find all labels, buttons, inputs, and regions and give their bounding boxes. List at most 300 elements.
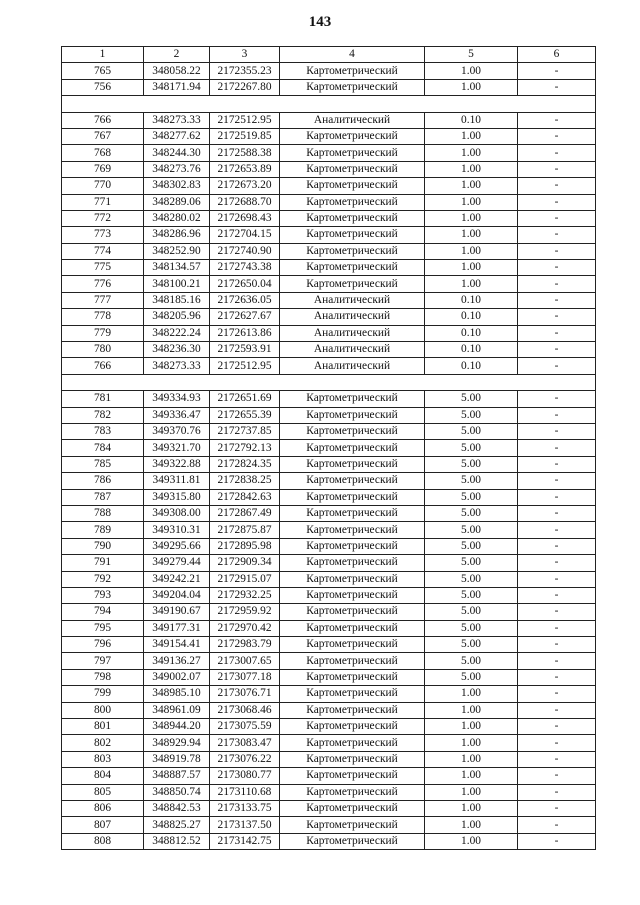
description-cell: - xyxy=(518,735,596,751)
y-coordinate-cell: 2172698.43 xyxy=(210,210,280,226)
table-row xyxy=(62,243,596,259)
table-row xyxy=(62,473,596,489)
point-number-cell: 790 xyxy=(62,538,144,554)
x-coordinate-cell: 348277.62 xyxy=(144,128,210,144)
description-cell: - xyxy=(518,686,596,702)
point-number-cell: 772 xyxy=(62,210,144,226)
point-number-cell: 775 xyxy=(62,260,144,276)
x-coordinate-cell: 348280.02 xyxy=(144,210,210,226)
point-number-cell: 794 xyxy=(62,604,144,620)
description-cell: - xyxy=(518,719,596,735)
method-cell: Картометрический xyxy=(280,587,425,603)
table-row xyxy=(62,325,596,341)
description-cell: - xyxy=(518,358,596,374)
accuracy-cell: 5.00 xyxy=(425,407,518,423)
accuracy-cell: 1.00 xyxy=(425,719,518,735)
description-cell: - xyxy=(518,161,596,177)
description-cell: - xyxy=(518,620,596,636)
y-coordinate-cell: 2173076.22 xyxy=(210,751,280,767)
y-coordinate-cell: 2173075.59 xyxy=(210,719,280,735)
y-coordinate-cell: 2172895.98 xyxy=(210,538,280,554)
accuracy-cell: 5.00 xyxy=(425,440,518,456)
x-coordinate-cell: 348812.52 xyxy=(144,833,210,849)
y-coordinate-cell: 2172970.42 xyxy=(210,620,280,636)
accuracy-cell: 1.00 xyxy=(425,145,518,161)
x-coordinate-cell: 348058.22 xyxy=(144,63,210,79)
table-row xyxy=(62,571,596,587)
x-coordinate-cell: 349310.31 xyxy=(144,522,210,538)
accuracy-cell: 1.00 xyxy=(425,128,518,144)
accuracy-cell: 1.00 xyxy=(425,243,518,259)
accuracy-cell: 1.00 xyxy=(425,784,518,800)
y-coordinate-cell: 2172650.04 xyxy=(210,276,280,292)
x-coordinate-cell: 349311.81 xyxy=(144,473,210,489)
y-coordinate-cell: 2172842.63 xyxy=(210,489,280,505)
accuracy-cell: 0.10 xyxy=(425,325,518,341)
description-cell: - xyxy=(518,784,596,800)
method-cell: Картометрический xyxy=(280,637,425,653)
method-cell: Аналитический xyxy=(280,342,425,358)
point-number-cell: 783 xyxy=(62,423,144,439)
accuracy-cell: 1.00 xyxy=(425,833,518,849)
method-cell: Картометрический xyxy=(280,456,425,472)
x-coordinate-cell: 348171.94 xyxy=(144,79,210,95)
method-cell: Картометрический xyxy=(280,210,425,226)
table-row xyxy=(62,145,596,161)
table-row xyxy=(62,276,596,292)
method-cell: Картометрический xyxy=(280,194,425,210)
header-row xyxy=(62,47,596,63)
point-number-cell: 782 xyxy=(62,407,144,423)
accuracy-cell: 5.00 xyxy=(425,423,518,439)
y-coordinate-cell: 2172512.95 xyxy=(210,112,280,128)
accuracy-cell: 0.10 xyxy=(425,309,518,325)
x-coordinate-cell: 348273.33 xyxy=(144,112,210,128)
accuracy-cell: 1.00 xyxy=(425,751,518,767)
method-cell: Картометрический xyxy=(280,817,425,833)
point-number-cell: 798 xyxy=(62,669,144,685)
description-cell: - xyxy=(518,522,596,538)
y-coordinate-cell: 2172740.90 xyxy=(210,243,280,259)
method-cell: Картометрический xyxy=(280,735,425,751)
accuracy-cell: 0.10 xyxy=(425,292,518,308)
x-coordinate-cell: 348185.16 xyxy=(144,292,210,308)
method-cell: Картометрический xyxy=(280,505,425,521)
table-row xyxy=(62,751,596,767)
x-coordinate-cell: 348842.53 xyxy=(144,800,210,816)
table-row xyxy=(62,817,596,833)
point-number-cell: 801 xyxy=(62,719,144,735)
table-row xyxy=(62,604,596,620)
method-cell: Картометрический xyxy=(280,161,425,177)
method-cell: Картометрический xyxy=(280,243,425,259)
x-coordinate-cell: 349190.67 xyxy=(144,604,210,620)
y-coordinate-cell: 2172512.95 xyxy=(210,358,280,374)
table-row xyxy=(62,784,596,800)
method-cell: Картометрический xyxy=(280,522,425,538)
method-cell: Картометрический xyxy=(280,227,425,243)
x-coordinate-cell: 349154.41 xyxy=(144,637,210,653)
y-coordinate-cell: 2173077.18 xyxy=(210,669,280,685)
y-coordinate-cell: 2172613.86 xyxy=(210,325,280,341)
y-coordinate-cell: 2173076.71 xyxy=(210,686,280,702)
separator-row xyxy=(62,374,596,390)
y-coordinate-cell: 2172909.34 xyxy=(210,555,280,571)
description-cell: - xyxy=(518,423,596,439)
method-cell: Картометрический xyxy=(280,702,425,718)
x-coordinate-cell: 349370.76 xyxy=(144,423,210,439)
method-cell: Аналитический xyxy=(280,112,425,128)
method-cell: Картометрический xyxy=(280,178,425,194)
method-cell: Аналитический xyxy=(280,358,425,374)
table-row xyxy=(62,735,596,751)
accuracy-cell: 5.00 xyxy=(425,473,518,489)
point-number-cell: 779 xyxy=(62,325,144,341)
accuracy-cell: 1.00 xyxy=(425,686,518,702)
y-coordinate-cell: 2172651.69 xyxy=(210,391,280,407)
table-row xyxy=(62,79,596,95)
accuracy-cell: 1.00 xyxy=(425,178,518,194)
method-cell: Картометрический xyxy=(280,669,425,685)
description-cell: - xyxy=(518,79,596,95)
table-row xyxy=(62,555,596,571)
point-number-cell: 805 xyxy=(62,784,144,800)
table-row xyxy=(62,391,596,407)
description-cell: - xyxy=(518,342,596,358)
accuracy-cell: 5.00 xyxy=(425,620,518,636)
method-cell: Картометрический xyxy=(280,407,425,423)
table-row xyxy=(62,719,596,735)
y-coordinate-cell: 2172704.15 xyxy=(210,227,280,243)
method-cell: Картометрический xyxy=(280,145,425,161)
separator-cell xyxy=(62,96,596,112)
y-coordinate-cell: 2172838.25 xyxy=(210,473,280,489)
column-header-1: 1 xyxy=(62,47,144,63)
table-row xyxy=(62,587,596,603)
y-coordinate-cell: 2173142.75 xyxy=(210,833,280,849)
method-cell: Картометрический xyxy=(280,423,425,439)
point-number-cell: 781 xyxy=(62,391,144,407)
accuracy-cell: 1.00 xyxy=(425,63,518,79)
accuracy-cell: 1.00 xyxy=(425,800,518,816)
description-cell: - xyxy=(518,440,596,456)
y-coordinate-cell: 2172593.91 xyxy=(210,342,280,358)
accuracy-cell: 1.00 xyxy=(425,276,518,292)
separator-row xyxy=(62,96,596,112)
method-cell: Картометрический xyxy=(280,79,425,95)
point-number-cell: 785 xyxy=(62,456,144,472)
x-coordinate-cell: 348887.57 xyxy=(144,768,210,784)
description-cell: - xyxy=(518,702,596,718)
x-coordinate-cell: 349279.44 xyxy=(144,555,210,571)
table-body xyxy=(62,63,596,850)
accuracy-cell: 1.00 xyxy=(425,735,518,751)
y-coordinate-cell: 2172519.85 xyxy=(210,128,280,144)
point-number-cell: 774 xyxy=(62,243,144,259)
y-coordinate-cell: 2172655.39 xyxy=(210,407,280,423)
point-number-cell: 778 xyxy=(62,309,144,325)
description-cell: - xyxy=(518,538,596,554)
method-cell: Картометрический xyxy=(280,653,425,669)
point-number-cell: 773 xyxy=(62,227,144,243)
x-coordinate-cell: 348273.76 xyxy=(144,161,210,177)
description-cell: - xyxy=(518,768,596,784)
x-coordinate-cell: 349321.70 xyxy=(144,440,210,456)
table-row xyxy=(62,358,596,374)
description-cell: - xyxy=(518,473,596,489)
point-number-cell: 784 xyxy=(62,440,144,456)
table-row xyxy=(62,833,596,849)
description-cell: - xyxy=(518,227,596,243)
y-coordinate-cell: 2173133.75 xyxy=(210,800,280,816)
description-cell: - xyxy=(518,292,596,308)
accuracy-cell: 0.10 xyxy=(425,358,518,374)
table-row xyxy=(62,800,596,816)
description-cell: - xyxy=(518,128,596,144)
column-header-2: 2 xyxy=(144,47,210,63)
x-coordinate-cell: 348289.06 xyxy=(144,194,210,210)
description-cell: - xyxy=(518,587,596,603)
point-number-cell: 806 xyxy=(62,800,144,816)
x-coordinate-cell: 348134.57 xyxy=(144,260,210,276)
table-row xyxy=(62,292,596,308)
table-row xyxy=(62,194,596,210)
table-row xyxy=(62,489,596,505)
table-row xyxy=(62,210,596,226)
description-cell: - xyxy=(518,63,596,79)
table-row xyxy=(62,128,596,144)
x-coordinate-cell: 349242.21 xyxy=(144,571,210,587)
description-cell: - xyxy=(518,178,596,194)
table-row xyxy=(62,440,596,456)
x-coordinate-cell: 349315.80 xyxy=(144,489,210,505)
x-coordinate-cell: 348222.24 xyxy=(144,325,210,341)
x-coordinate-cell: 349136.27 xyxy=(144,653,210,669)
description-cell: - xyxy=(518,260,596,276)
method-cell: Картометрический xyxy=(280,719,425,735)
description-cell: - xyxy=(518,800,596,816)
accuracy-cell: 5.00 xyxy=(425,391,518,407)
point-number-cell: 791 xyxy=(62,555,144,571)
point-number-cell: 776 xyxy=(62,276,144,292)
x-coordinate-cell: 348244.30 xyxy=(144,145,210,161)
x-coordinate-cell: 348273.33 xyxy=(144,358,210,374)
x-coordinate-cell: 349002.07 xyxy=(144,669,210,685)
table-row xyxy=(62,686,596,702)
description-cell: - xyxy=(518,325,596,341)
x-coordinate-cell: 348961.09 xyxy=(144,702,210,718)
y-coordinate-cell: 2173007.65 xyxy=(210,653,280,669)
description-cell: - xyxy=(518,407,596,423)
description-cell: - xyxy=(518,653,596,669)
point-number-cell: 765 xyxy=(62,63,144,79)
point-number-cell: 766 xyxy=(62,358,144,374)
description-cell: - xyxy=(518,571,596,587)
table-row xyxy=(62,637,596,653)
point-number-cell: 804 xyxy=(62,768,144,784)
point-number-cell: 770 xyxy=(62,178,144,194)
method-cell: Картометрический xyxy=(280,604,425,620)
x-coordinate-cell: 348985.10 xyxy=(144,686,210,702)
table-row xyxy=(62,407,596,423)
x-coordinate-cell: 349308.00 xyxy=(144,505,210,521)
table-row xyxy=(62,112,596,128)
accuracy-cell: 1.00 xyxy=(425,227,518,243)
description-cell: - xyxy=(518,833,596,849)
method-cell: Картометрический xyxy=(280,833,425,849)
point-number-cell: 797 xyxy=(62,653,144,669)
method-cell: Картометрический xyxy=(280,571,425,587)
y-coordinate-cell: 2172824.35 xyxy=(210,456,280,472)
point-number-cell: 793 xyxy=(62,587,144,603)
y-coordinate-cell: 2173137.50 xyxy=(210,817,280,833)
table-row xyxy=(62,227,596,243)
point-number-cell: 807 xyxy=(62,817,144,833)
y-coordinate-cell: 2173083.47 xyxy=(210,735,280,751)
y-coordinate-cell: 2172867.49 xyxy=(210,505,280,521)
accuracy-cell: 5.00 xyxy=(425,538,518,554)
y-coordinate-cell: 2172588.38 xyxy=(210,145,280,161)
point-number-cell: 800 xyxy=(62,702,144,718)
x-coordinate-cell: 348825.27 xyxy=(144,817,210,833)
y-coordinate-cell: 2172959.92 xyxy=(210,604,280,620)
x-coordinate-cell: 348252.90 xyxy=(144,243,210,259)
page-number: 143 xyxy=(308,14,332,30)
y-coordinate-cell: 2172627.67 xyxy=(210,309,280,325)
y-coordinate-cell: 2172792.13 xyxy=(210,440,280,456)
table-row xyxy=(62,178,596,194)
description-cell: - xyxy=(518,112,596,128)
point-number-cell: 787 xyxy=(62,489,144,505)
method-cell: Картометрический xyxy=(280,128,425,144)
method-cell: Картометрический xyxy=(280,784,425,800)
point-number-cell: 796 xyxy=(62,637,144,653)
x-coordinate-cell: 348205.96 xyxy=(144,309,210,325)
point-number-cell: 777 xyxy=(62,292,144,308)
y-coordinate-cell: 2172983.79 xyxy=(210,637,280,653)
accuracy-cell: 5.00 xyxy=(425,587,518,603)
accuracy-cell: 5.00 xyxy=(425,555,518,571)
description-cell: - xyxy=(518,751,596,767)
description-cell: - xyxy=(518,505,596,521)
point-number-cell: 789 xyxy=(62,522,144,538)
method-cell: Картометрический xyxy=(280,800,425,816)
x-coordinate-cell: 349177.31 xyxy=(144,620,210,636)
accuracy-cell: 5.00 xyxy=(425,669,518,685)
table-row xyxy=(62,161,596,177)
method-cell: Аналитический xyxy=(280,325,425,341)
table-row xyxy=(62,538,596,554)
table-row xyxy=(62,522,596,538)
description-cell: - xyxy=(518,604,596,620)
description-cell: - xyxy=(518,309,596,325)
description-cell: - xyxy=(518,145,596,161)
y-coordinate-cell: 2172355.23 xyxy=(210,63,280,79)
table-row xyxy=(62,768,596,784)
table-row xyxy=(62,653,596,669)
accuracy-cell: 5.00 xyxy=(425,456,518,472)
point-number-cell: 767 xyxy=(62,128,144,144)
accuracy-cell: 5.00 xyxy=(425,637,518,653)
method-cell: Картометрический xyxy=(280,276,425,292)
point-number-cell: 786 xyxy=(62,473,144,489)
x-coordinate-cell: 348100.21 xyxy=(144,276,210,292)
accuracy-cell: 5.00 xyxy=(425,571,518,587)
method-cell: Аналитический xyxy=(280,309,425,325)
accuracy-cell: 1.00 xyxy=(425,194,518,210)
point-number-cell: 756 xyxy=(62,79,144,95)
x-coordinate-cell: 349334.93 xyxy=(144,391,210,407)
point-number-cell: 780 xyxy=(62,342,144,358)
y-coordinate-cell: 2173068.46 xyxy=(210,702,280,718)
point-number-cell: 792 xyxy=(62,571,144,587)
description-cell: - xyxy=(518,276,596,292)
column-header-6: 6 xyxy=(518,47,596,63)
point-number-cell: 788 xyxy=(62,505,144,521)
y-coordinate-cell: 2172932.25 xyxy=(210,587,280,603)
y-coordinate-cell: 2173080.77 xyxy=(210,768,280,784)
method-cell: Картометрический xyxy=(280,489,425,505)
separator-cell xyxy=(62,374,596,390)
x-coordinate-cell: 349336.47 xyxy=(144,407,210,423)
table-header xyxy=(62,47,596,63)
method-cell: Картометрический xyxy=(280,473,425,489)
accuracy-cell: 0.10 xyxy=(425,342,518,358)
point-number-cell: 808 xyxy=(62,833,144,849)
method-cell: Картометрический xyxy=(280,768,425,784)
accuracy-cell: 5.00 xyxy=(425,604,518,620)
y-coordinate-cell: 2172915.07 xyxy=(210,571,280,587)
y-coordinate-cell: 2172737.85 xyxy=(210,423,280,439)
point-number-cell: 766 xyxy=(62,112,144,128)
y-coordinate-cell: 2172743.38 xyxy=(210,260,280,276)
description-cell: - xyxy=(518,243,596,259)
column-header-3: 3 xyxy=(210,47,280,63)
x-coordinate-cell: 348929.94 xyxy=(144,735,210,751)
table-row xyxy=(62,620,596,636)
method-cell: Картометрический xyxy=(280,538,425,554)
x-coordinate-cell: 348236.30 xyxy=(144,342,210,358)
accuracy-cell: 1.00 xyxy=(425,260,518,276)
description-cell: - xyxy=(518,637,596,653)
x-coordinate-cell: 349204.04 xyxy=(144,587,210,603)
x-coordinate-cell: 349295.66 xyxy=(144,538,210,554)
table-row xyxy=(62,456,596,472)
method-cell: Аналитический xyxy=(280,292,425,308)
description-cell: - xyxy=(518,817,596,833)
y-coordinate-cell: 2172688.70 xyxy=(210,194,280,210)
method-cell: Картометрический xyxy=(280,391,425,407)
y-coordinate-cell: 2172673.20 xyxy=(210,178,280,194)
description-cell: - xyxy=(518,391,596,407)
table-row xyxy=(62,63,596,79)
description-cell: - xyxy=(518,194,596,210)
table-row xyxy=(62,260,596,276)
accuracy-cell: 1.00 xyxy=(425,79,518,95)
column-header-5: 5 xyxy=(425,47,518,63)
table-row xyxy=(62,423,596,439)
method-cell: Картометрический xyxy=(280,63,425,79)
method-cell: Картометрический xyxy=(280,260,425,276)
method-cell: Картометрический xyxy=(280,751,425,767)
accuracy-cell: 1.00 xyxy=(425,210,518,226)
table-row xyxy=(62,342,596,358)
y-coordinate-cell: 2172653.89 xyxy=(210,161,280,177)
description-cell: - xyxy=(518,210,596,226)
table-row xyxy=(62,669,596,685)
method-cell: Картометрический xyxy=(280,620,425,636)
point-number-cell: 803 xyxy=(62,751,144,767)
